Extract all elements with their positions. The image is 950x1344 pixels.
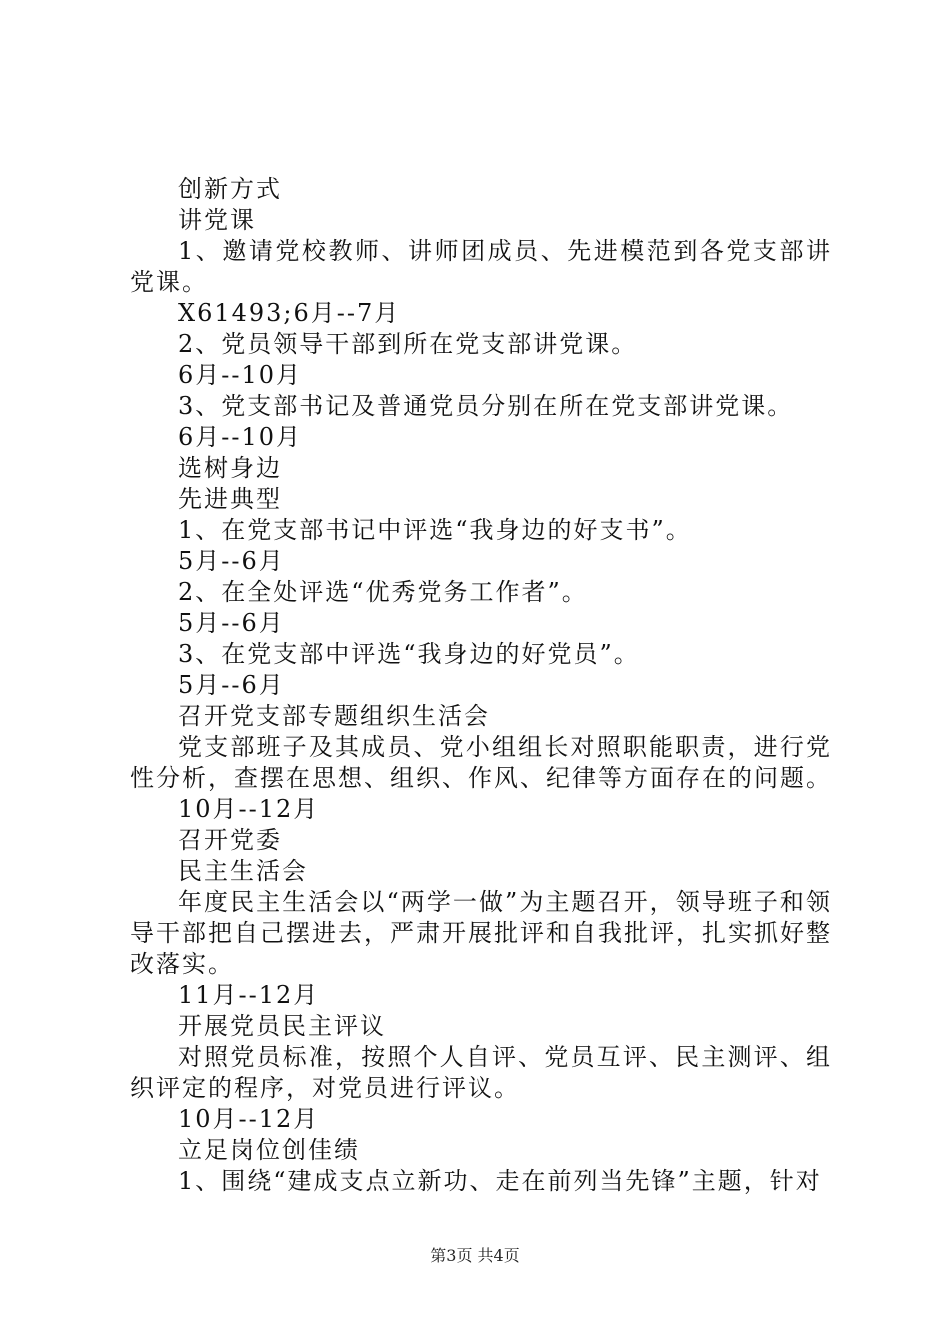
date-range: X61493;6月--7月 <box>178 299 401 327</box>
body-line: 3、在党支部中评选“我身边的好党员”。 <box>178 640 640 668</box>
body-paragraph: 党支部班子及其成员、党小组组长对照职能职责，进行党性分析，查摆在思想、组织、作风、纪律等方面存在的问题。 <box>130 733 832 792</box>
section-heading: 选树身边 <box>178 454 282 482</box>
section-heading: 立足岗位创佳绩 <box>178 1136 360 1164</box>
date-range: 5月--6月 <box>178 609 285 637</box>
date-range: 6月--10月 <box>178 423 303 451</box>
page-footer <box>0 1243 950 1266</box>
body-line: 1、在党支部书记中评选“我身边的好支书”。 <box>178 516 692 544</box>
body-paragraph: 1、围绕“建成支点立新功、走在前列当先锋”主题，针对 <box>178 1167 822 1195</box>
body-line: 2、在全处评选“优秀党务工作者”。 <box>178 578 588 606</box>
body-paragraph: 1、邀请党校教师、讲师团成员、先进模范到各党支部讲党课。 <box>130 237 832 296</box>
body-line: 2、党员领导干部到所在党支部讲党课。 <box>178 330 638 358</box>
date-range: 10月--12月 <box>178 1105 320 1133</box>
date-range: 11月--12月 <box>178 981 320 1009</box>
body-paragraph: 年度民主生活会以“两学一做”为主题召开，领导班子和领导干部把自己摆进去，严肃开展批评和自我批评，扎实抓好整改落实。 <box>130 888 832 978</box>
section-subheading: 民主生活会 <box>178 857 308 885</box>
section-heading: 召开党委 <box>178 826 282 854</box>
section-subheading: 先进典型 <box>178 485 282 513</box>
section-subheading: 讲党课 <box>178 206 256 234</box>
section-heading: 创新方式 <box>178 175 282 203</box>
body-paragraph: 对照党员标准，按照个人自评、党员互评、民主测评、组织评定的程序，对党员进行评议。 <box>130 1043 832 1102</box>
document-body <box>130 174 832 1197</box>
date-range: 5月--6月 <box>178 547 285 575</box>
page-number-label: 第3页 共4页 <box>430 1246 520 1265</box>
section-heading: 召开党支部专题组织生活会 <box>178 702 490 730</box>
date-range: 5月--6月 <box>178 671 285 699</box>
date-range: 6月--10月 <box>178 361 303 389</box>
body-line: 3、党支部书记及普通党员分别在所在党支部讲党课。 <box>178 392 794 420</box>
date-range: 10月--12月 <box>178 795 320 823</box>
section-heading: 开展党员民主评议 <box>178 1012 386 1040</box>
